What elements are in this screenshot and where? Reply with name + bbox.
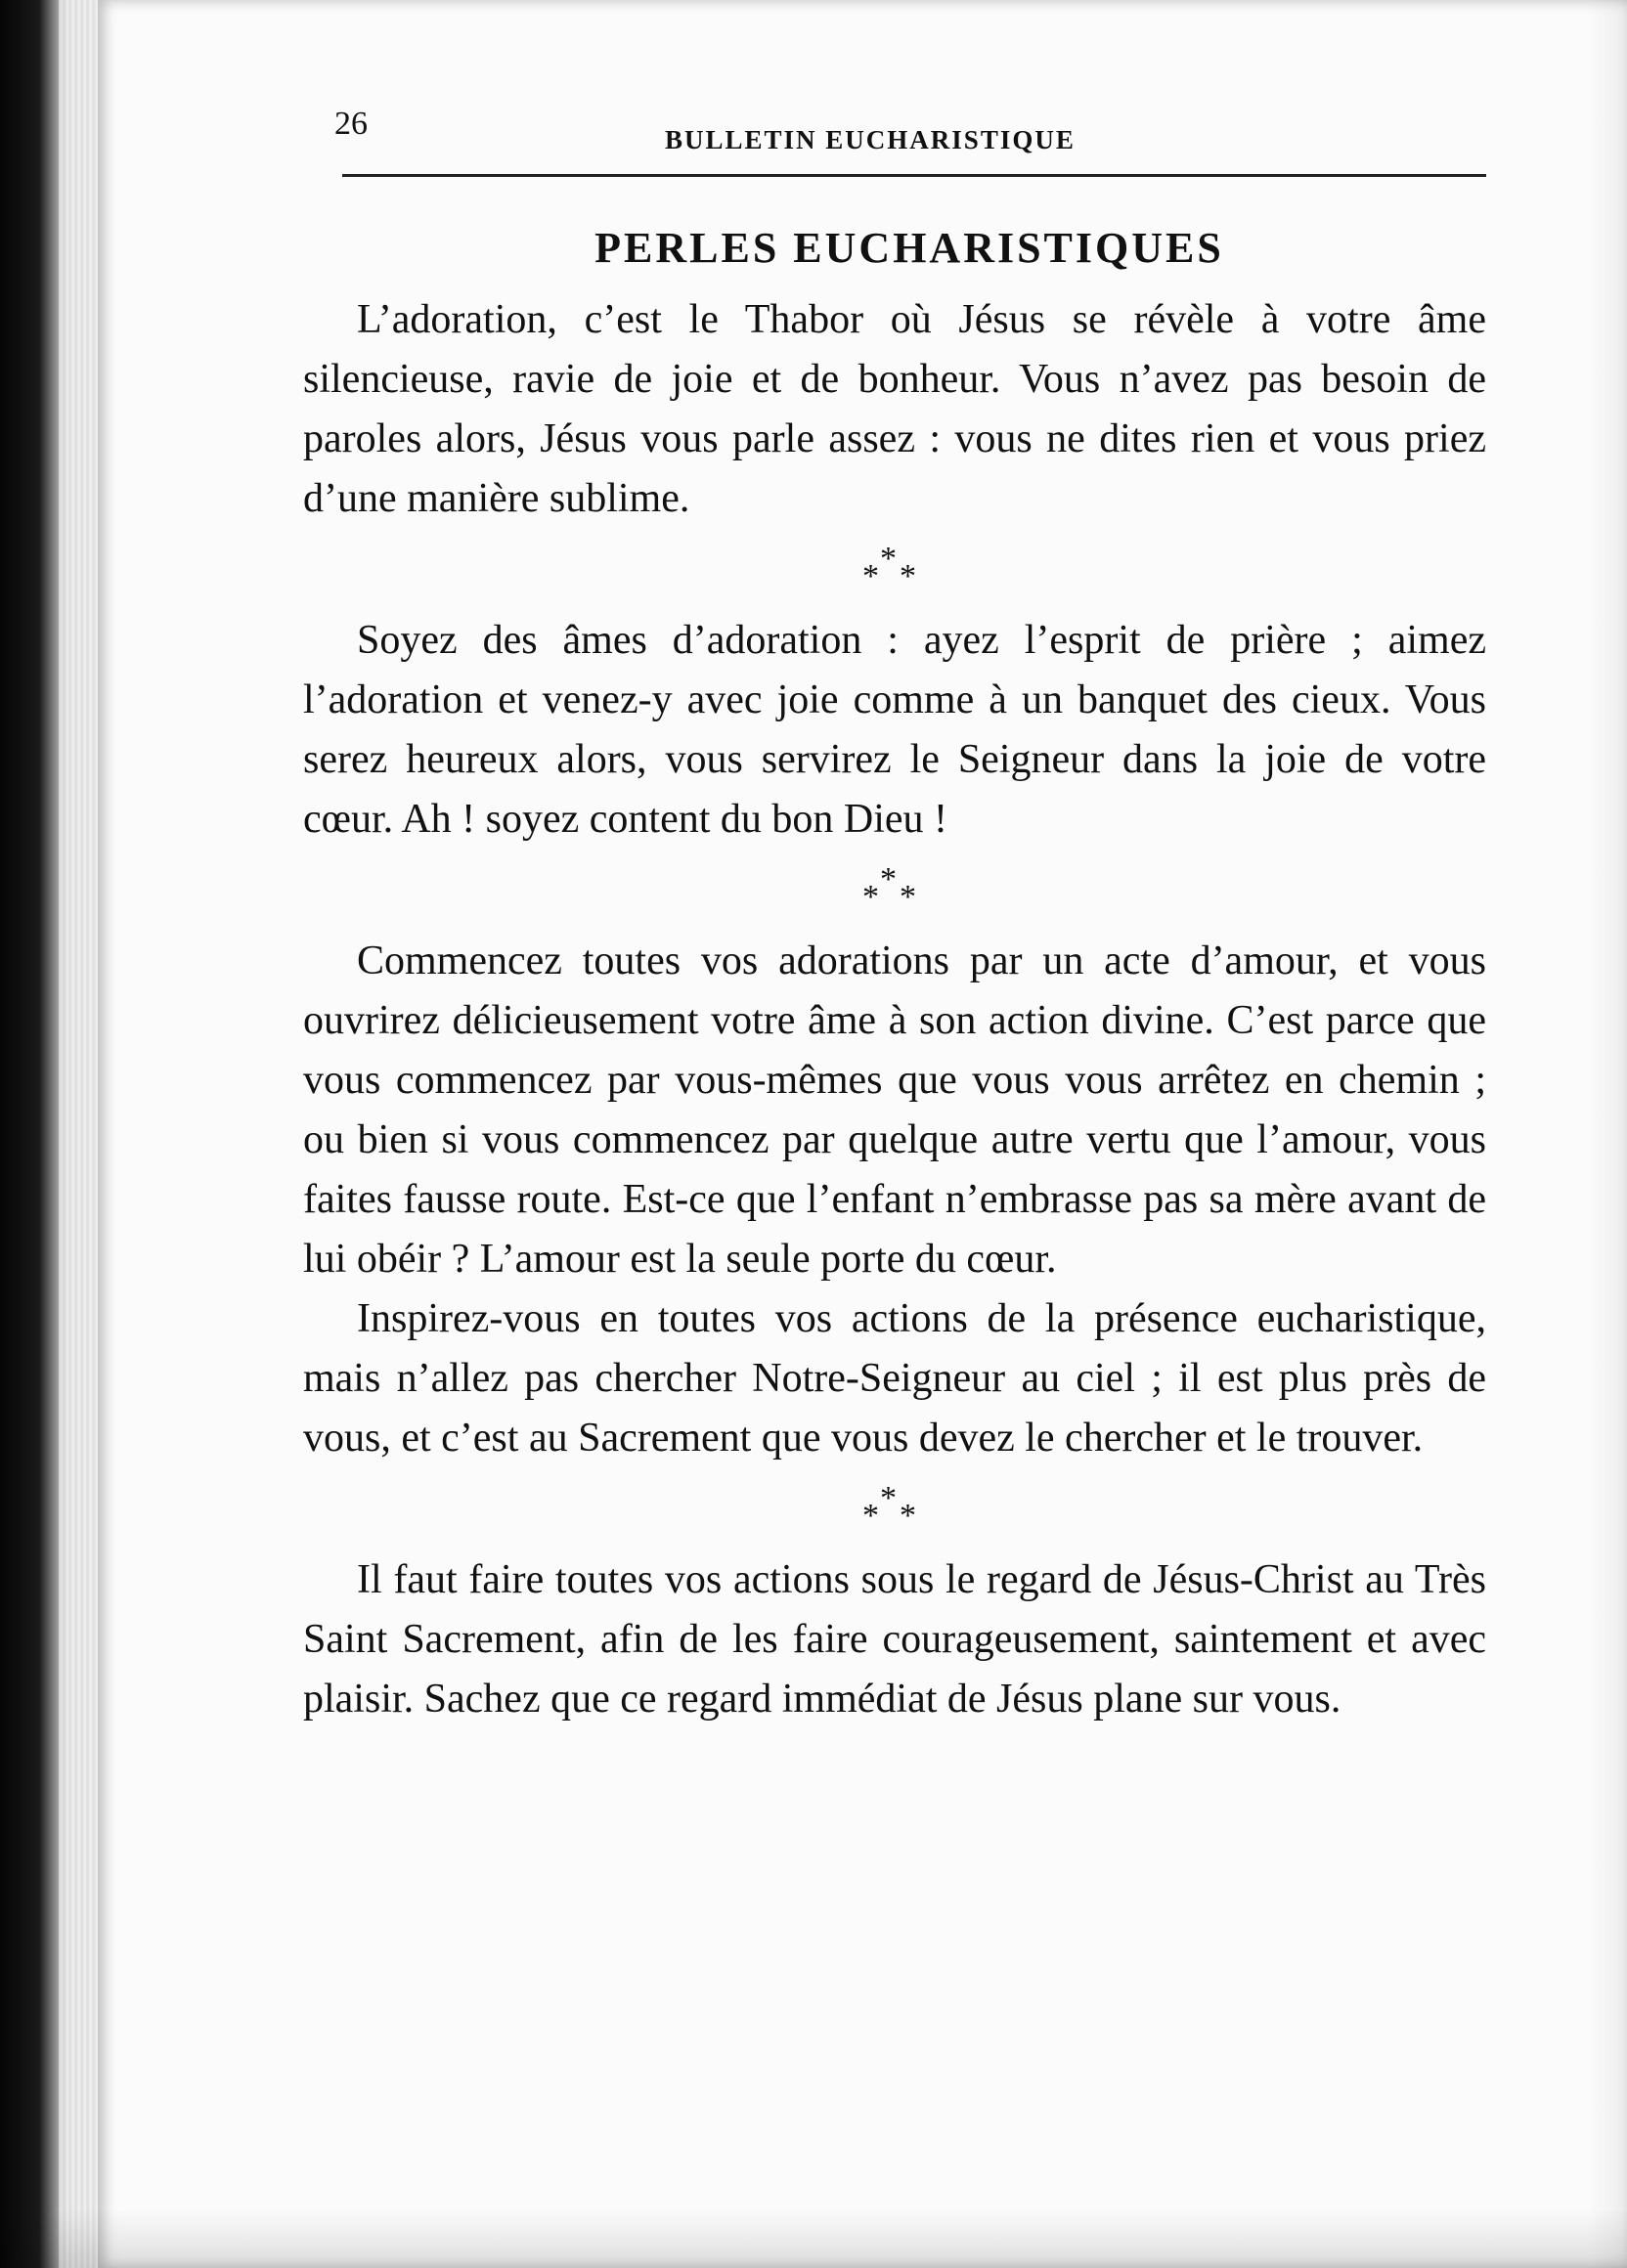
page-right-shadow <box>1588 0 1627 2268</box>
asterisk-icon: * <box>862 1498 879 1534</box>
bottom-scan-shade <box>0 2209 1627 2268</box>
paragraph-1: L’adoration, c’est le Thabor où Jésus se révèle à votre âme silencieuse, ravie de joie et de bonheur. Vous n’avez pas besoin de paroles alors, Jésus vous parle assez : vous ne dites rien et vous priez d’une manière sublime. <box>303 297 1486 521</box>
asterisk-icon: * <box>880 541 897 577</box>
page-stack-edge <box>59 0 98 2268</box>
header-rule <box>342 174 1486 177</box>
page-number: 26 <box>334 106 368 142</box>
asterisk-icon: * <box>900 879 916 915</box>
article-title: PERLES EUCHARISTIQUES <box>594 224 1224 272</box>
asterisk-icon: * <box>900 1498 916 1534</box>
asterisk-icon: * <box>880 1480 897 1516</box>
running-head <box>303 98 1486 166</box>
asterism-separator-1 <box>303 539 1486 597</box>
asterisk-icon: * <box>862 879 879 915</box>
paragraph-2: Soyez des âmes d’adoration : ayez l’esprit de prière ; aimez l’adoration et venez-y avec joie comme à un banquet des cieux. Vous serez heureux alors, vous servirez le Seigneur dans la joie de votre cœur. Ah ! soyez content du bon Dieu ! <box>303 618 1486 842</box>
paragraph-4: Inspirez-vous en toutes vos actions de la présence eucharistique, mais n’allez pas chercher Notre-Seigneur au ciel ; il est plus près de vous, et c’est au Sacrement que vous devez le chercher et le trouver. <box>303 1296 1486 1461</box>
asterism-separator-2 <box>303 859 1486 918</box>
paragraph-3: Commencez toutes vos adorations par un acte d’amour, et vous ouvrirez délicieusement votre âme à son action divine. C’est parce que vous commencez par vous-mêmes que vous vous arrêtez en chemin ; ou bien si vous commencez par quelque autre vertu que l’amour, vous faites fausse route. Est-ce que l’enfant n’embrasse pas sa mère avant de lui obéir ? L’amour est la seule porte du cœur. <box>303 938 1486 1282</box>
asterisk-icon: * <box>862 558 879 594</box>
paragraph-5: Il faut faire toutes vos actions sous le regard de Jésus-Christ au Très Saint Sacrement, afin de les faire courageusement, saintement et avec plaisir. Sachez que ce regard immédiat de Jésus plane sur vous. <box>303 1557 1486 1722</box>
page-content <box>303 98 1486 1729</box>
asterisk-icon: * <box>880 861 897 897</box>
running-title: BULLETIN EUCHARISTIQUE <box>665 125 1076 154</box>
asterisk-icon: * <box>900 558 916 594</box>
asterism-separator-3 <box>303 1478 1486 1537</box>
article-body <box>303 290 1486 1729</box>
